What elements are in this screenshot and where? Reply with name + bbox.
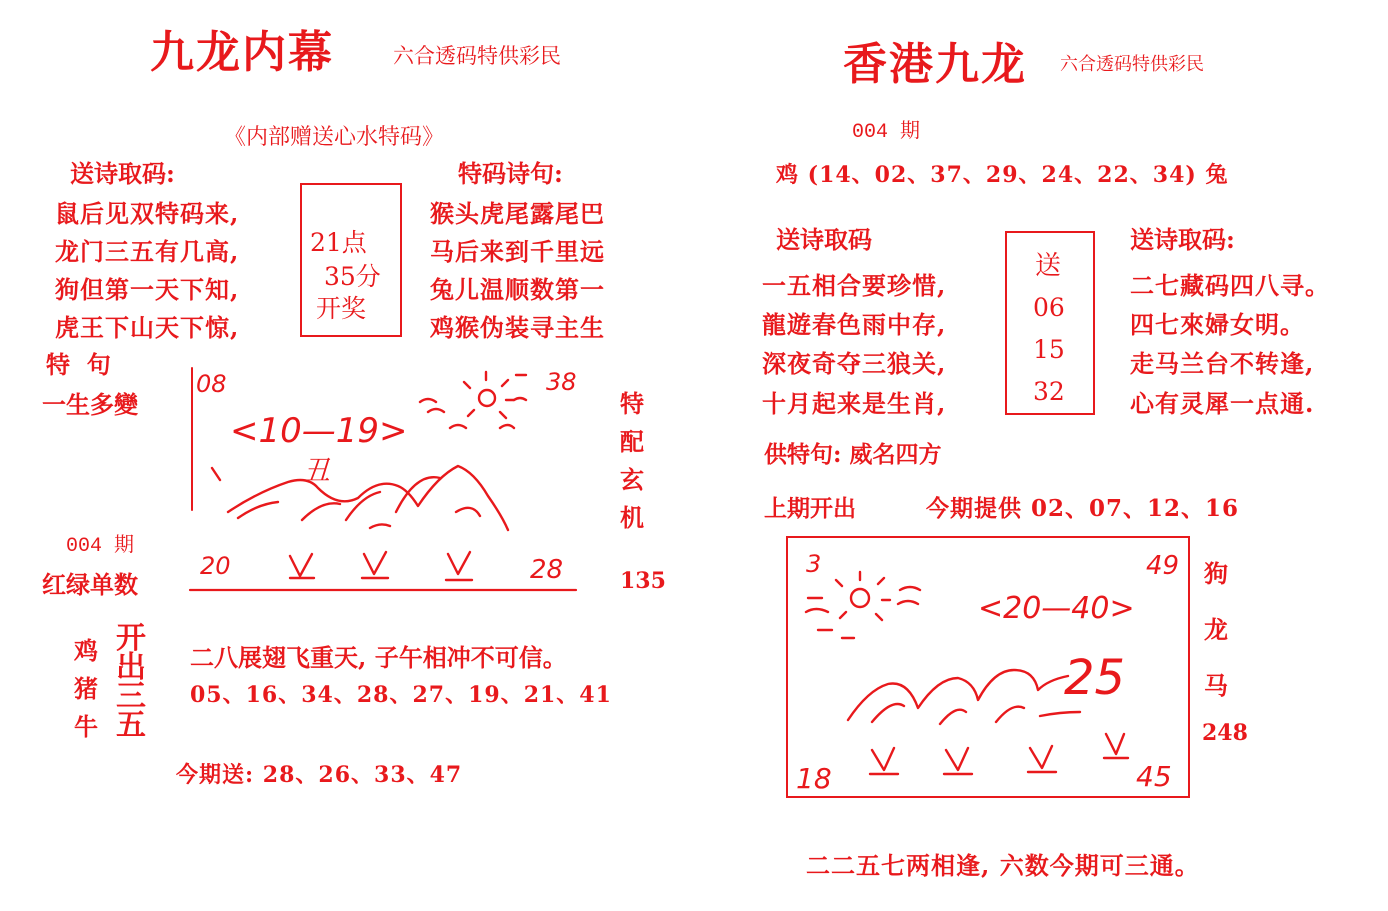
right-title: 香港九龙	[843, 39, 1027, 90]
draw-time-open: 开奖	[316, 294, 367, 323]
right-side-chars	[1202, 546, 1230, 714]
side-char: 配	[620, 427, 644, 456]
side-char: 特	[620, 389, 644, 418]
left-poem1-line: 虎王下山天下惊,	[55, 313, 240, 342]
special-label: 特 句	[46, 350, 111, 379]
red-green-label: 红绿单数	[42, 570, 138, 599]
open-char: 开	[116, 621, 146, 656]
right-poem1-line: 十月起来是生肖,	[762, 389, 947, 418]
left-poem2-line: 兔儿温顺数第一	[430, 275, 605, 304]
open-char: 出	[116, 650, 146, 685]
left-poem1-line: 狗但第一天下知,	[55, 275, 240, 304]
sketch-bottom-left-number: 18	[796, 762, 832, 795]
sketch-bottom-left-number: 20	[200, 552, 231, 580]
left-verse: 二八展翅飞重天, 子午相冲不可信。	[190, 643, 567, 672]
open-char: 三	[116, 679, 146, 714]
special-phrase: 一生多變	[42, 390, 138, 419]
left-poem1-line: 鼠后见双特码来,	[55, 199, 240, 228]
right-issue: 004 期	[852, 121, 921, 144]
animal-char: 牛	[74, 712, 98, 741]
side-char: 玄	[620, 465, 644, 494]
left-title: 九龙内幕	[150, 27, 334, 78]
last-issue-label: 上期开出	[764, 495, 856, 522]
this-issue-numbers: 今期提供 02、07、12、16	[926, 495, 1240, 522]
right-poem1-line: 深夜奇夺三狼关,	[762, 349, 947, 378]
send-box-number: 32	[1033, 377, 1065, 406]
left-poem2-line: 鸡猴伪装寻主生	[430, 313, 605, 342]
send-box-number: 06	[1033, 293, 1065, 322]
left-side-number: 135	[620, 568, 666, 594]
left-poem2-line: 马后来到千里远	[430, 237, 605, 266]
sketch-bottom-right-number: 45	[1136, 760, 1172, 793]
right-poem2-line: 走马兰台不转逢,	[1130, 349, 1315, 378]
sketch-bottom-right-number: 28	[530, 555, 564, 585]
send-box-label: 送	[1035, 251, 1062, 281]
sketch-big-number: 25	[1064, 650, 1126, 706]
right-poem2-label: 送诗取码:	[1130, 225, 1235, 254]
right-poem1-line: 一五相合要珍惜,	[762, 271, 947, 300]
left-gift: 今期送: 28、26、33、47	[176, 762, 463, 788]
send-box-number: 15	[1033, 335, 1065, 364]
sketch-char: 丑	[302, 454, 331, 487]
right-poem2-line: 心有灵犀一点通.	[1130, 389, 1315, 418]
zodiac-line: 鸡 (14、02、37、29、24、22、34) 兔	[776, 162, 1229, 188]
side-char: 马	[1204, 671, 1228, 700]
left-banner: 《内部赠送心水特码》	[224, 125, 445, 150]
left-poem2-line: 猴头虎尾露尾巴	[430, 199, 605, 228]
right-footer: 二二五七两相逢, 六数今期可三通。	[806, 851, 1200, 880]
side-char: 龙	[1204, 615, 1228, 644]
right-poem1-label: 送诗取码	[776, 225, 872, 254]
open-char: 五	[116, 708, 146, 743]
left-issue: 004 期	[66, 535, 135, 558]
right-special-phrase: 供特句: 威名四方	[764, 441, 942, 468]
right-side-number: 248	[1202, 720, 1248, 746]
draw-time-minute: 35分	[324, 262, 381, 291]
sun-icon	[806, 572, 920, 638]
left-poem1-line: 龙门三五有几高,	[55, 237, 240, 266]
left-subtitle: 六合透码特供彩民	[393, 44, 561, 68]
sketch-top-right-number: 49	[1146, 551, 1180, 581]
mountains-icon	[848, 670, 1080, 724]
left-poem1-label: 送诗取码:	[70, 159, 175, 188]
sketch-top-left-number: 08	[196, 370, 227, 398]
right-poem2-line: 二七藏码四八寻。	[1130, 271, 1330, 300]
sketch-range: <20—40>	[978, 591, 1135, 626]
sketch-range: <10—19>	[230, 411, 408, 451]
sketch-top-left-number: 3	[806, 550, 822, 578]
animal-char: 猪	[74, 674, 98, 703]
right-poem1-line: 龍遊春色雨中存,	[762, 310, 947, 339]
left-numbers: 05、16、34、28、27、19、21、41	[190, 682, 612, 708]
side-char: 机	[620, 503, 644, 532]
left-poem2-label: 特码诗句:	[458, 159, 563, 188]
draw-time-hour: 21点	[310, 228, 367, 257]
right-subtitle: 六合透码特供彩民	[1060, 54, 1204, 75]
animal-char: 鸡	[74, 636, 98, 665]
right-poem2-line: 四七來婦女明。	[1130, 310, 1305, 339]
grass-icon	[870, 734, 1128, 774]
side-char: 狗	[1204, 559, 1228, 588]
sketch-top-right-number: 38	[546, 368, 577, 396]
